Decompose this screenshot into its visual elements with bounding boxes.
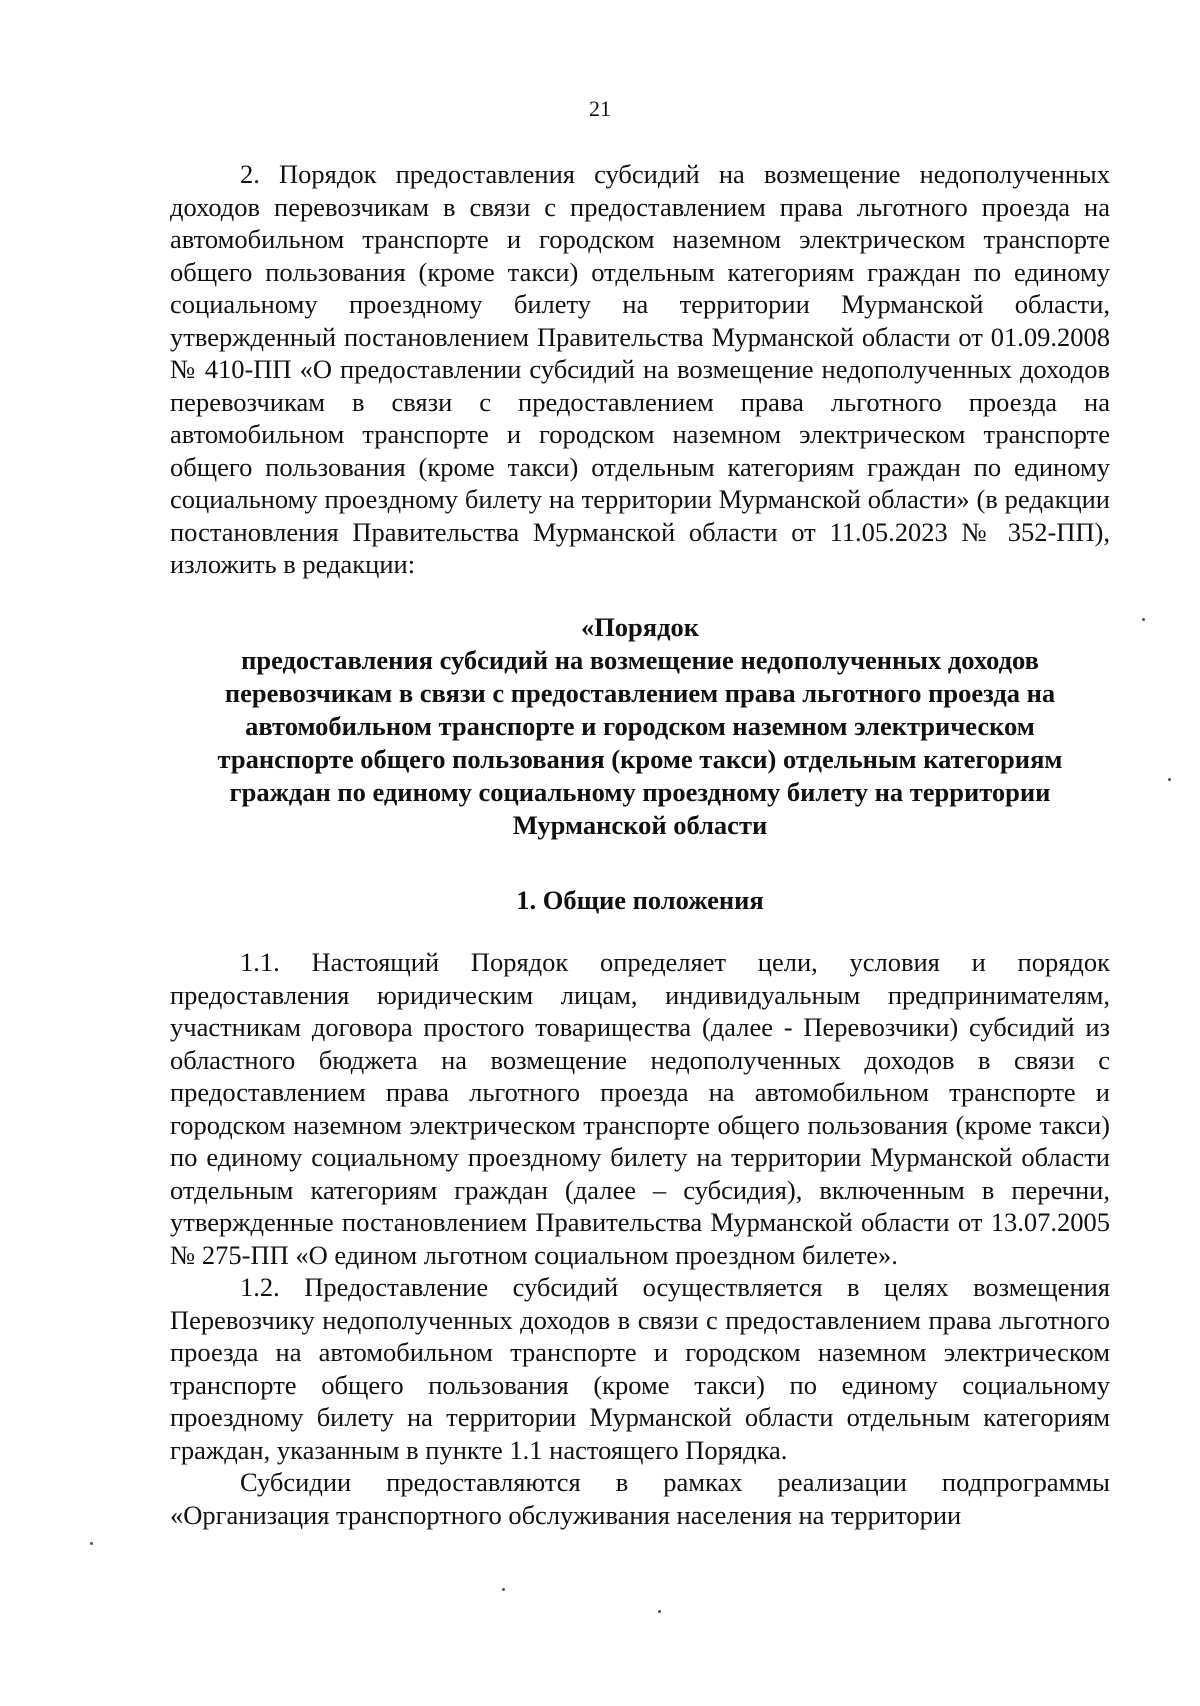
intro-paragraph: 2. Порядок предоставления субсидий на возмещение недополученных доходов перевозчикам в связи с предоставлением права льготного проезда на автомобильном транспорте и городском наземном электрическом транспорте общего пользования (кроме такси) отдельным категориям граждан по единому социальному проездному билету на территории Мурманской области, утвержденный постановлением Правительства Мурманской области от 01.09.2008 № 410-ПП «О предоставлении субсидий на возмещение недополученных доходов перевозчикам в связи с предоставлением права льготного проезда на автомобильном транспорте и городском наземном электрическом транспорте общего пользования (кроме такси) отдельным категориям граждан по единому социальному проездному билету на территории Мурманской области» (в редакции постановления Правительства Мурманской области от 11.05.2023 № 352-ПП), изложить в редакции: [170, 159, 1110, 579]
paragraph-subsidies: Субсидии предоставляются в рамках реализации подпрограммы «Организация транспортного обслуживания населения на территории [170, 1467, 1110, 1530]
document-body [170, 158, 1110, 1531]
scan-speck [90, 1542, 93, 1545]
title-line: перевозчикам в связи с предоставлением права льготного проезда на [224, 677, 1056, 708]
paragraph-1-2: 1.2. Предоставление субсидий осуществляется в целях возмещения Перевозчику недополученных доходов в связи с предоставлением права льготного проезда на автомобильном транспорте и городском наземном электрическом транспорте общего пользования (кроме такси) по единому социальному проездному билету на территории Мурманской области отдельным категориям граждан, указанным в пункте 1.1 настоящего Порядка. [170, 1272, 1110, 1465]
title-line: Мурманской области [512, 809, 768, 840]
title-line: граждан по единому социальному проездному билету на территории [229, 776, 1051, 807]
title-line: предоставления субсидий на возмещение недополученных доходов [241, 644, 1039, 675]
title-line: «Порядок [580, 611, 700, 642]
title-line: транспорте общего пользования (кроме такси) отдельным категориям [217, 743, 1063, 774]
page-number: 21 [589, 96, 611, 121]
title-line: автомобильном транспорте и городском наземном электрическом [245, 710, 1035, 741]
scan-speck [658, 1610, 661, 1613]
paragraph-1-1: 1.1. Настоящий Порядок определяет цели, условия и порядок предоставления юридическим лицам, индивидуальным предпринимателям, участникам договора простого товарищества (далее - Перевозчики) субсидий из областного бюджета на возмещение недополученных доходов в связи с предоставлением права льготного проезда на автомобильном транспорте и городском наземном электрическом транспорте общего пользования (кроме такси) по единому социальному проездному билету на территории Мурманской области отдельным категориям граждан (далее – субсидия), включенным в перечни, утвержденные постановлением Правительства Мурманской области от 13.07.2005 № 275-ПП «О едином льготном социальном проездном билете». [170, 947, 1110, 1270]
section-heading: 1. Общие положения [516, 884, 764, 915]
procedure-title [170, 611, 1110, 842]
scan-speck [502, 1588, 505, 1591]
scan-speck [1168, 778, 1171, 781]
scan-speck [1142, 618, 1145, 621]
